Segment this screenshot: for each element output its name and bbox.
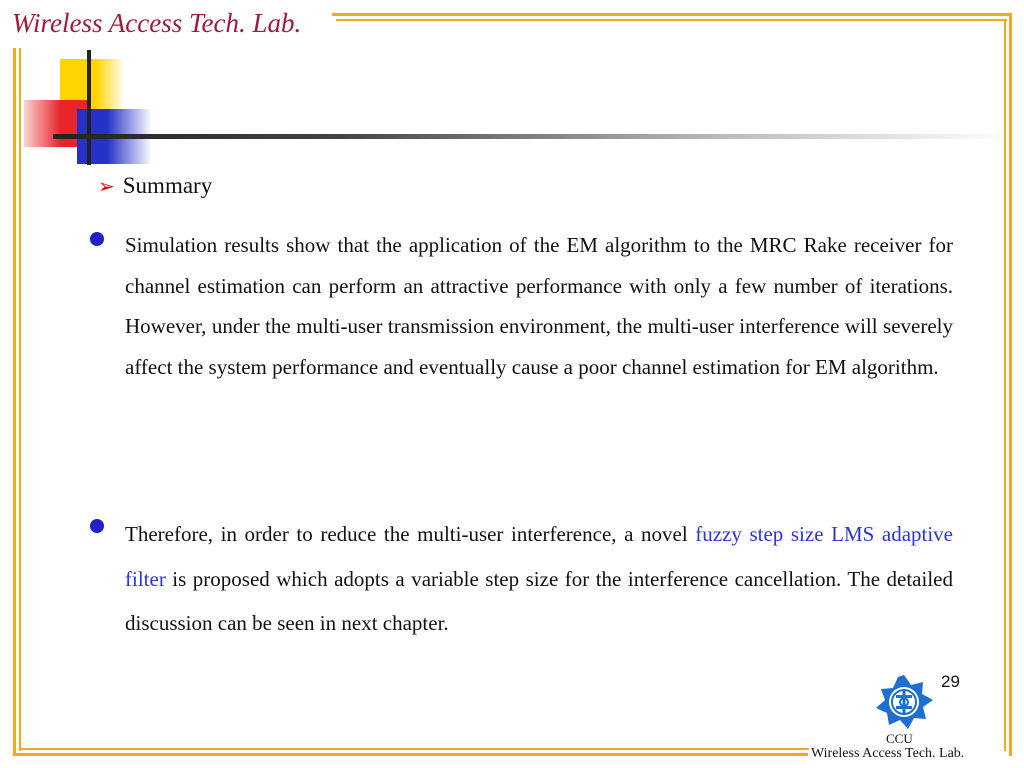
round-bullet-icon — [90, 232, 104, 246]
frame-right-inner — [1004, 19, 1006, 751]
decor-horizontal-rule — [53, 134, 1013, 139]
bullet-paragraph-1: Simulation results show that the application of the EM algorithm to the MRC Rake receiver for channel estimation can perform an attractive performance with only a few number of iterations. However, under the multi-user transmission environment, the multi-user interference will severely affect the system performance and eventually cause a poor channel estimation for EM algorithm. — [125, 233, 953, 379]
frame-top-outer — [332, 13, 1012, 16]
frame-right-outer — [1009, 13, 1012, 756]
frame-left-inner — [19, 48, 21, 751]
round-bullet-icon — [90, 519, 104, 533]
page-number: 29 — [941, 672, 960, 691]
frame-left-outer — [13, 48, 16, 756]
highlighted-term: fuzzy step size LMS adaptive filter — [125, 522, 954, 591]
frame-bottom-outer — [13, 753, 808, 756]
paragraph-2-text-after: is proposed which adopts a variable step size for the interference cancellation. The detailed discussion can be seen in next chapter. — [125, 566, 953, 635]
paragraph-2-text-before: Therefore, in order to reduce the multi-user interference, a novel — [125, 522, 696, 546]
decor-vertical-line — [87, 50, 91, 165]
arrow-bullet-icon: ➢ — [98, 176, 115, 198]
section-heading — [98, 173, 212, 199]
ccu-emblem-icon — [872, 673, 936, 733]
bullet-paragraph-2 — [125, 512, 953, 646]
footer-lab-name: Wireless Access Tech. Lab. — [811, 746, 965, 761]
frame-bottom-inner — [19, 748, 809, 750]
frame-top-inner — [336, 19, 1007, 21]
lab-title: Wireless Access Tech. Lab. — [10, 8, 305, 39]
logo-label: CCU — [886, 731, 913, 746]
section-heading-text: Summary — [122, 173, 213, 198]
